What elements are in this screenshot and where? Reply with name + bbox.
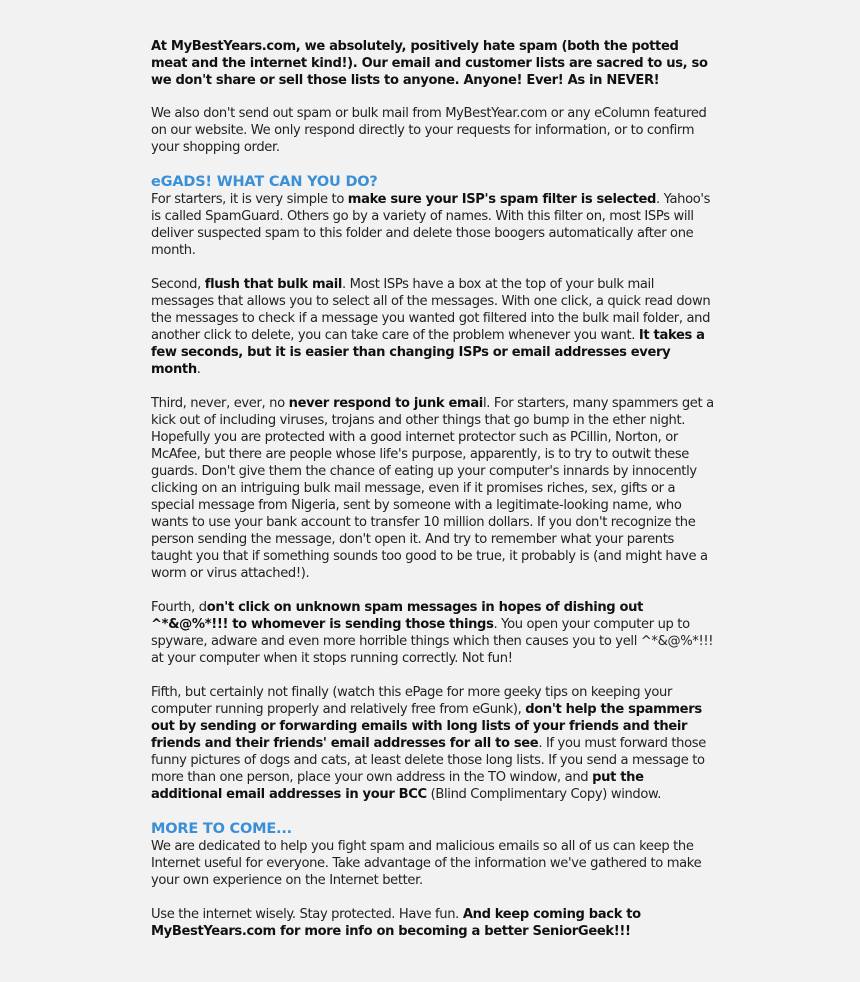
tip-3-paragraph: Third, never, ever, no never respond to junk email. For starters, many spammers get a kick out of including viruses, trojans and other things that go bump in the ether night. Hopefully you are protected with a good internet protector such as PCillin, Norton, or McAfee, but there are people whose life's purpose, apparently, is to try to outwit these guards. Don't give them the chance of eating up your computer's innards by innocently clicking on an intriguing bulk mail message, even if it promises riches, sex, gifts or a special message from Nigeria, sent by someone with a legitimate-looking name, who wants to use your bank account to transfer 10 million dollars. If you don't recognize the person sending the message, don't open it. And try to remember what your parents taught you that if something sounds too good to be true, it probably is (and might have a worm or virus attached!).: [151, 396, 714, 581]
section-heading-what-can-you-do: eGADS! WHAT CAN YOU DO?: [151, 174, 378, 190]
section-heading-more-to-come: MORE TO COME...: [151, 821, 292, 837]
article: [151, 38, 716, 957]
tip-5-paragraph: Fifth, but certainly not finally (watch this ePage for more geeky tips on keeping your computer running properly and relatively free from eGunk), don't help the spammers out by sending or forwarding emails with long lists of your friends and their friends and their friends' email addresses for all to see. If you must forward those funny pictures of dogs and cats, at least delete those long lists. If you send a message to more than one person, place your own address in the TO window, and put the additional email addresses in your BCC (Blind Complimentary Copy) window.: [151, 685, 706, 802]
closing-paragraph: Use the internet wisely. Stay protected. Have fun. And keep coming back to MyBestYears.com for more info on becoming a better SeniorGeek!!!: [151, 907, 641, 939]
no-spam-paragraph: We also don't send out spam or bulk mail from MyBestYear.com or any eColumn featured on our website. We only respond directly to your requests for information, or to confirm your shopping order.: [151, 106, 707, 155]
tip-4-paragraph: Fourth, don't click on unknown spam messages in hopes of dishing out ^*&@%*!!! to whomever is sending those things. You open your computer up to spyware, adware and even more horrible things which then causes you to yell ^*&@%*!!! at your computer when it stops running correctly. Not fun!: [151, 600, 714, 666]
intro-paragraph: At MyBestYears.com, we absolutely, positively hate spam (both the potted meat and the internet kind!). Our email and customer lists are sacred to us, so we don't share or sell those lists to anyone. Anyone! Ever! As in NEVER!: [151, 39, 708, 88]
tip-2-paragraph: Second, flush that bulk mail. Most ISPs have a box at the top of your bulk mail messages that allows you to select all of the messages. With one click, a quick read down the messages to check if a message you wanted got filtered into the bulk mail folder, and another click to delete, you can take care of the problem whenever you want. It takes a few seconds, but it is easier than changing ISPs or email addresses every month.: [151, 277, 711, 377]
tip-1-paragraph: For starters, it is very simple to make sure your ISP's spam filter is selected. Yahoo's is called SpamGuard. Others go by a variety of names. With this filter on, most ISPs will deliver suspected spam to this folder and delete those boogers automatically after one month.: [151, 192, 711, 258]
more-to-come-paragraph: We are dedicated to help you fight spam and malicious emails so all of us can keep the Internet useful for everyone. Take advantage of the information we've gathered to make your own experience on the Internet better.: [151, 839, 702, 888]
